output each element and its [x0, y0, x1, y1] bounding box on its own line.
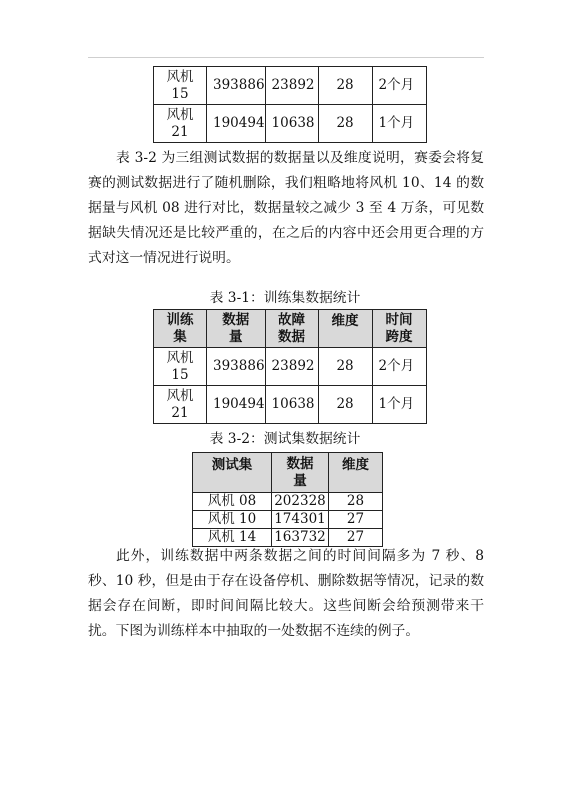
column-header: 数据 量: [207, 310, 266, 348]
dimension-cell: 28: [318, 348, 372, 386]
table-row: [193, 511, 383, 529]
fault-count-cell: 23892: [265, 67, 318, 105]
fault-count-cell: 10638: [265, 105, 318, 143]
turbine-name-cell: 风机 14: [193, 529, 272, 547]
table-row: [154, 105, 427, 143]
body-paragraph: 此外，训练数据中两条数据之间的时间间隔多为 7 秒、8秒、10 秒，但是由于存在设备停机、删除数据等情况，记录的数据会存在间断，即时间间隔比较大。这些间断会给预测带来干扰。下图为训练样本中抽取的一处数据不连续的例子。: [88, 548, 484, 639]
column-header: 维度: [329, 453, 383, 493]
dimension-cell: 28: [318, 105, 372, 143]
body-paragraph: 表 3-2 为三组测试数据的数据量以及维度说明，赛委会将复赛的测试数据进行了随机删除，我们粗略地将风机 10、14 的数据量与风机 08 进行对比，数据量较之减少 3 至 4 万条，可见数据缺失情况还是比较严重的，在之后的内容中还会用更合理的方式对这一情况进行说明。: [88, 150, 484, 266]
record-count-cell: 393886: [207, 67, 266, 105]
turbine-name-cell: 风机 15: [154, 67, 207, 105]
turbine-name-cell: 风机 21: [154, 105, 207, 143]
training-set-table: [153, 309, 427, 424]
time-span-cell: 1个月: [372, 105, 426, 143]
table-header-row: [193, 453, 383, 493]
column-header: 训练 集: [154, 310, 207, 348]
time-span-cell: 2个月: [372, 67, 426, 105]
record-count-cell: 190494: [207, 105, 266, 143]
table-row: [193, 493, 383, 511]
record-count-cell: 393886: [207, 348, 266, 386]
record-count-cell: 163732: [272, 529, 329, 547]
dimension-cell: 28: [318, 386, 372, 424]
fault-count-cell: 23892: [265, 348, 318, 386]
turbine-name-cell: 风机 21: [154, 386, 207, 424]
dimension-cell: 27: [329, 511, 383, 529]
turbine-name-cell: 风机 08: [193, 493, 272, 511]
record-count-cell: 174301: [272, 511, 329, 529]
time-span-cell: 1个月: [372, 386, 426, 424]
table-caption: 表 3-1：训练集数据统计: [209, 290, 361, 306]
column-header: 故障 数据: [265, 310, 318, 348]
record-count-cell: 190494: [207, 386, 266, 424]
turbine-name-cell: 风机 15: [154, 348, 207, 386]
column-header: 时间 跨度: [372, 310, 426, 348]
dimension-cell: 28: [318, 67, 372, 105]
record-count-cell: 202328: [272, 493, 329, 511]
table-caption: 表 3-2：测试集数据统计: [209, 431, 361, 447]
page-header-rule: [88, 57, 484, 58]
continued-table: [153, 66, 427, 143]
dimension-cell: 27: [329, 529, 383, 547]
turbine-name-cell: 风机 10: [193, 511, 272, 529]
column-header: 测试集: [193, 453, 272, 493]
table-row: [154, 348, 427, 386]
fault-count-cell: 10638: [265, 386, 318, 424]
dimension-cell: 28: [329, 493, 383, 511]
test-set-table: [192, 452, 383, 547]
table-row: [154, 386, 427, 424]
table-header-row: [154, 310, 427, 348]
table-row: [154, 67, 427, 105]
column-header: 维度: [318, 310, 372, 348]
time-span-cell: 2个月: [372, 348, 426, 386]
column-header: 数据 量: [272, 453, 329, 493]
